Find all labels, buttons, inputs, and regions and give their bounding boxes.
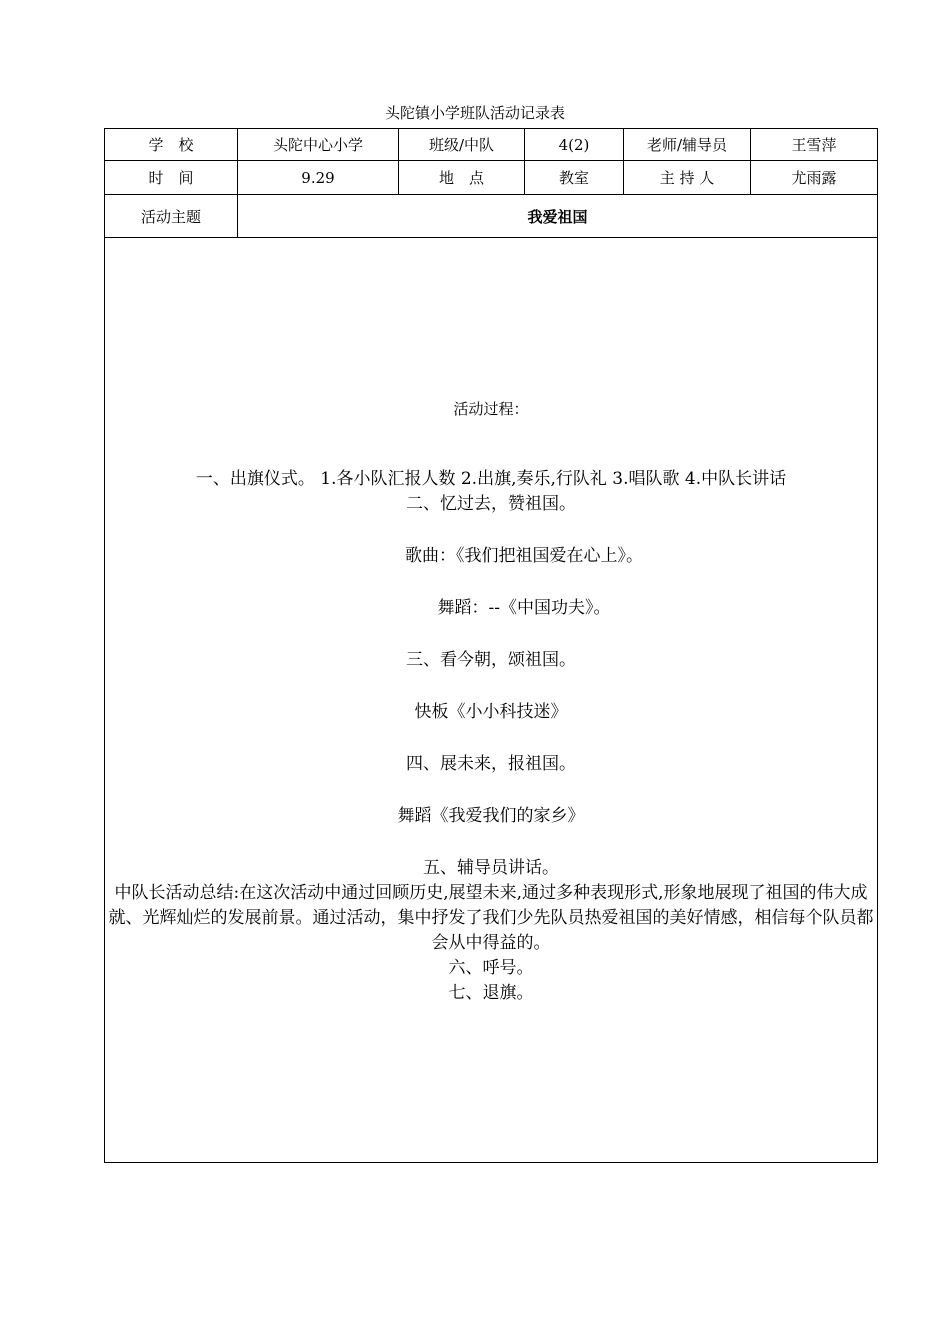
table-row bbox=[105, 195, 878, 238]
process-step-3: 三、看今朝，颂祖国。 bbox=[406, 650, 576, 670]
time-value: 9.29 bbox=[238, 161, 399, 195]
process-cell bbox=[105, 238, 878, 1163]
process-step-1: 一、出旗仪式。 1.各小队汇报人数 2.出旗,奏乐,行队礼 3.唱队歌 4.中队长讲话 bbox=[195, 469, 787, 489]
class-value: 4(2) bbox=[525, 129, 624, 161]
process-step-6: 六、呼号。 bbox=[448, 958, 534, 978]
process-label: 活动过程： bbox=[453, 400, 529, 418]
process-step-5: 五、辅导员讲话。 bbox=[423, 858, 559, 878]
page-title: 头陀镇小学班队活动记录表 bbox=[384, 104, 565, 122]
table-row bbox=[105, 129, 878, 161]
table-row bbox=[105, 161, 878, 195]
table-row bbox=[105, 238, 878, 1163]
process-dance-2: 舞蹈《我爱我们的家乡》 bbox=[397, 806, 585, 826]
teacher-label: 老师/辅导员 bbox=[624, 129, 751, 161]
process-summary: 中队长活动总结:在这次活动中通过回顾历史,展望未来,通过多种表现形式,形象地展现了祖国的伟大成就、光辉灿烂的发展前景。通过活动，集中抒发了我们少先队员热爱祖国的美好情感，相信每个队员都会从中得益的。 bbox=[108, 883, 874, 953]
process-step-2: 二、忆过去，赞祖国。 bbox=[406, 494, 576, 514]
place-value: 教室 bbox=[525, 161, 624, 195]
host-label: 主 持 人 bbox=[624, 161, 751, 195]
school-value: 头陀中心小学 bbox=[238, 129, 399, 161]
process-dance-1: 舞蹈：--《中国功夫》。 bbox=[437, 598, 611, 618]
class-label: 班级/中队 bbox=[399, 129, 525, 161]
process-song: 歌曲：《我们把祖国爱在心上》。 bbox=[405, 546, 643, 566]
activity-record-table bbox=[104, 128, 878, 1163]
process-step-4: 四、展未来，报祖国。 bbox=[406, 754, 576, 774]
school-label: 学 校 bbox=[105, 129, 238, 161]
theme-value: 我爱祖国 bbox=[238, 195, 878, 238]
teacher-value: 王雪萍 bbox=[751, 129, 878, 161]
time-label: 时 间 bbox=[105, 161, 238, 195]
process-kuaiban: 快板《小小科技迷》 bbox=[414, 702, 568, 722]
theme-label: 活动主题 bbox=[105, 195, 238, 238]
host-value: 尤雨露 bbox=[751, 161, 878, 195]
process-step-7: 七、退旗。 bbox=[448, 983, 534, 1003]
place-label: 地 点 bbox=[399, 161, 525, 195]
